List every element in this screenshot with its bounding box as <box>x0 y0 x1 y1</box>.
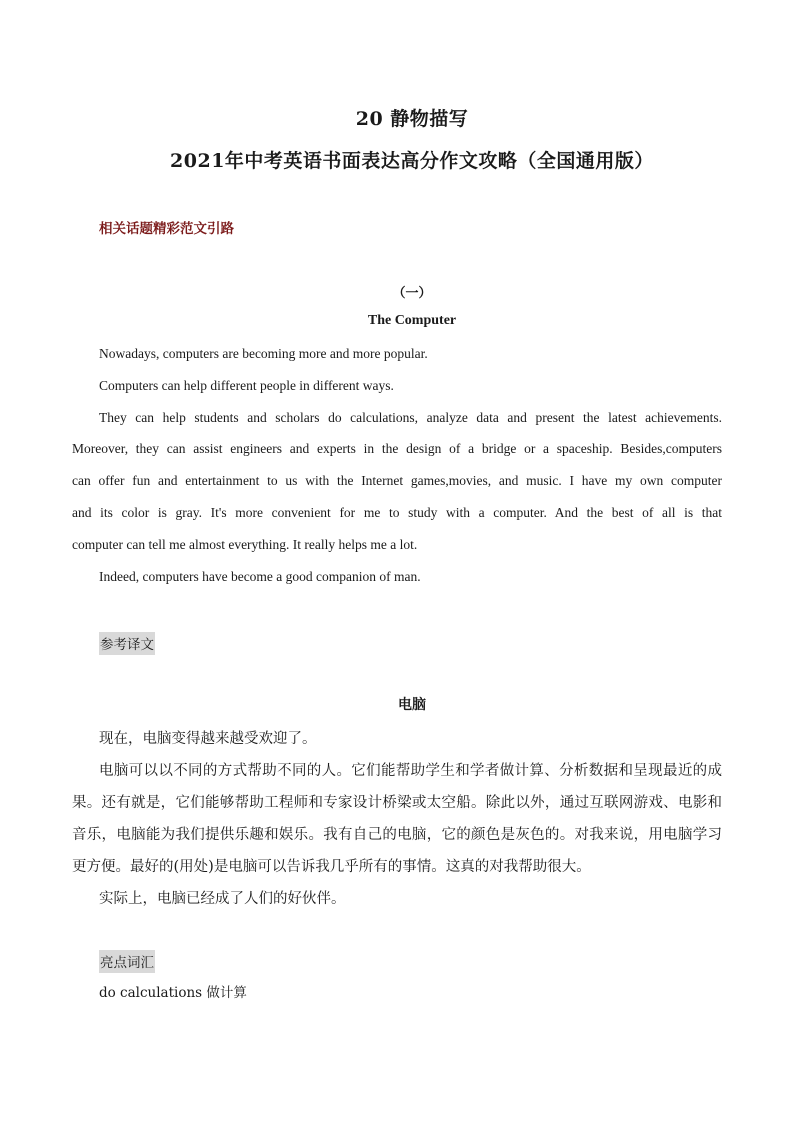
document-title: 20 静物描写 <box>355 108 469 130</box>
vocabulary-label: 亮点词汇 <box>99 950 155 973</box>
essay-line: Computers can help different people in different ways. <box>99 378 394 393</box>
document-subtitle: 2021年中考英语书面表达高分作文攻略（全国通用版） <box>170 150 654 172</box>
essay-number: （一） <box>392 286 432 301</box>
vocabulary-item: do calculations 做计算 <box>99 985 247 1001</box>
essay-line: Nowadays, computers are becoming more and more popular. <box>99 346 428 361</box>
translation-line: 音乐，电脑能为我们提供乐趣和娱乐。我有自己的电脑，它的颜色是灰色的。对我来说，用电脑学习 <box>72 827 722 843</box>
section-heading: 相关话题精彩范文引路 <box>99 221 234 237</box>
translation-line: 实际上，电脑已经成了人们的好伙伴。 <box>99 891 346 907</box>
essay-line: and its color is gray. It's more convenient for me to study with a computer. And the best of all is that <box>72 505 722 520</box>
translation-title: 电脑 <box>398 697 426 713</box>
translation-label: 参考译文 <box>99 632 155 655</box>
essay-line: Indeed, computers have become a good companion of man. <box>99 569 421 584</box>
translation-line: 更方便。最好的(用处)是电脑可以告诉我几乎所有的事情。这真的对我帮助很大。 <box>72 859 591 875</box>
translation-line: 现在，电脑变得越来越受欢迎了。 <box>99 731 317 747</box>
essay-title: The Computer <box>367 313 457 328</box>
essay-line: computer can tell me almost everything. It really helps me a lot. <box>72 537 418 552</box>
translation-line: 果。还有就是，它们能够帮助工程师和专家设计桥梁或太空船。除此以外，通过互联网游戏、电影和 <box>72 795 722 811</box>
essay-line: Moreover, they can assist engineers and experts in the design of a bridge or a spaceship. Besides,computers <box>72 441 722 456</box>
translation-line: 电脑可以以不同的方式帮助不同的人。它们能帮助学生和学者做计算、分析数据和呈现最近的成 <box>99 763 722 779</box>
essay-line: They can help students and scholars do calculations, analyze data and present the latest achievements. <box>99 410 722 425</box>
essay-line: can offer fun and entertainment to us with the Internet games,movies, and music. I have my own computer <box>72 473 722 488</box>
